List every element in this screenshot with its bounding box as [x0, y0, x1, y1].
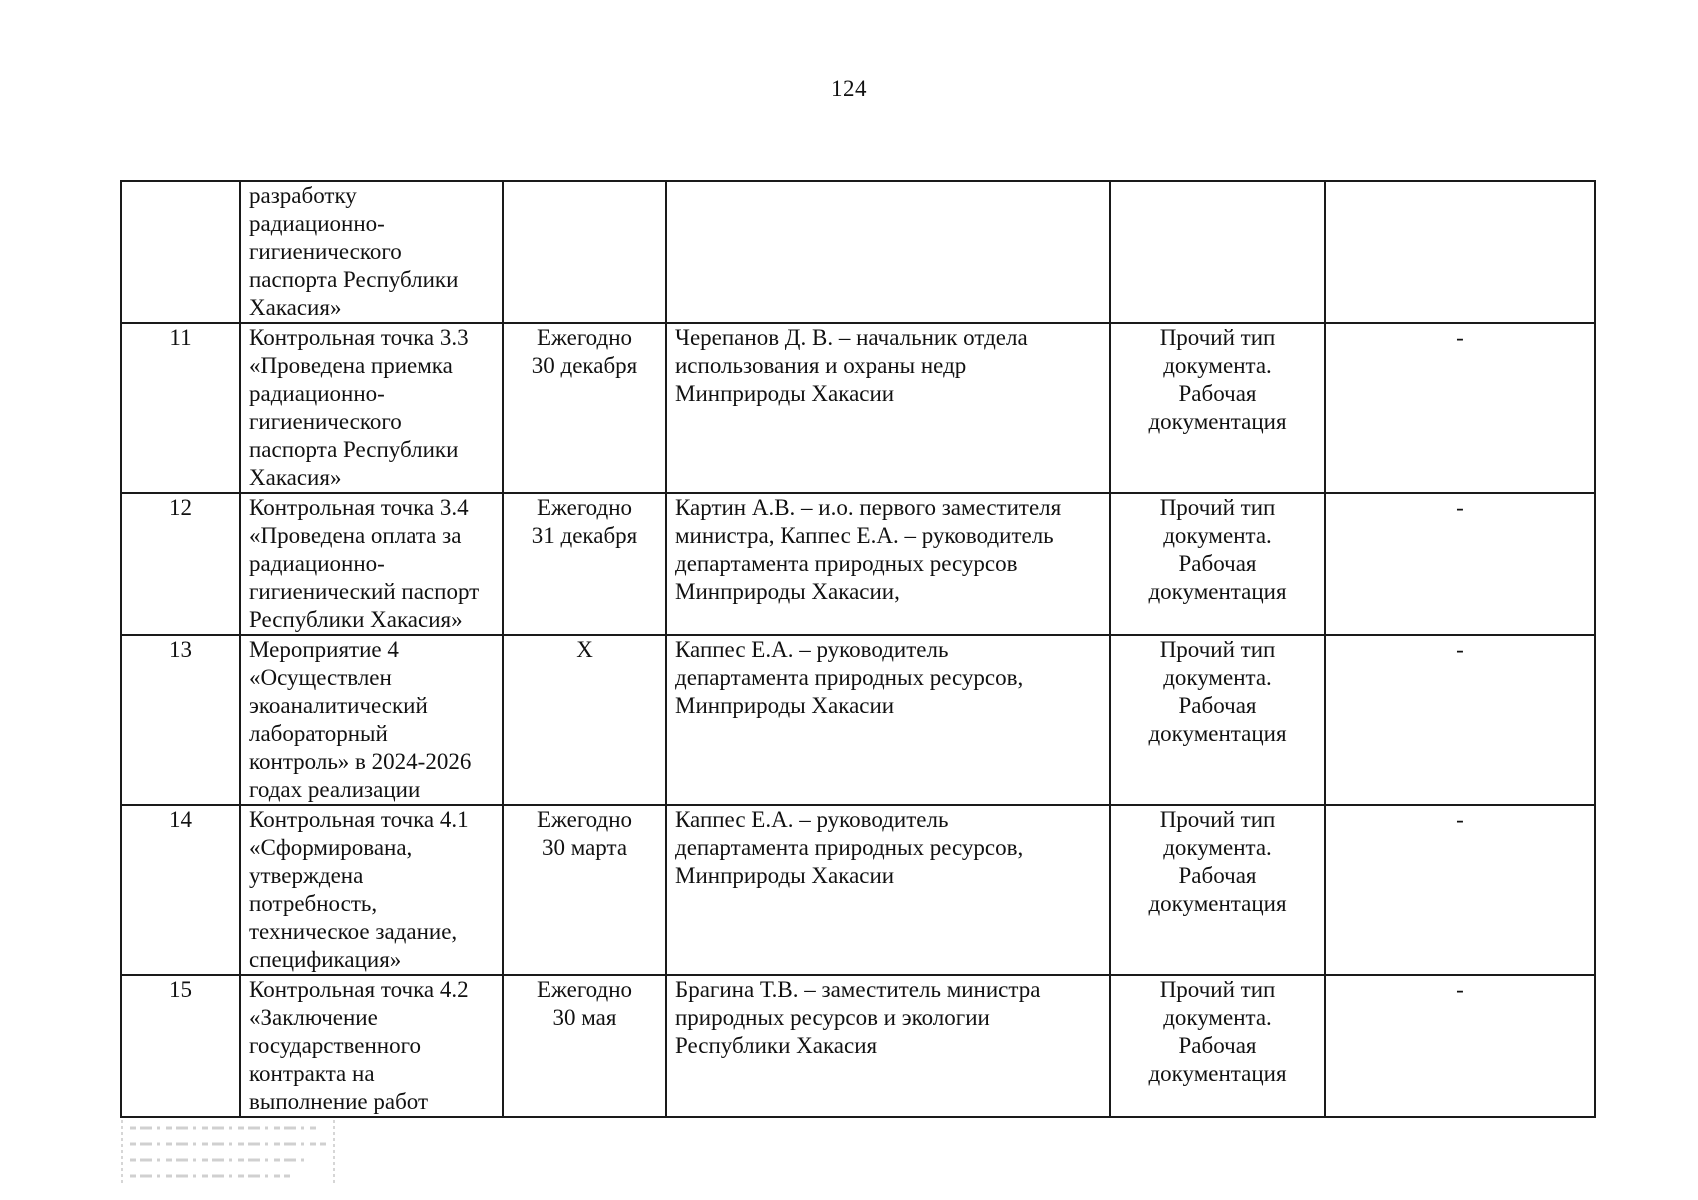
- row-number-cell: 13: [121, 635, 240, 805]
- event-name-cell: Контрольная точка 3.4 «Проведена оплата за радиационно- гигиенический паспорт Республики Хакасия»: [240, 493, 503, 635]
- row-number-cell: 15: [121, 975, 240, 1117]
- responsible-cell: [666, 181, 1110, 323]
- note-cell: [1325, 181, 1595, 323]
- document-type-cell: Прочий тип документа. Рабочая документация: [1110, 805, 1325, 975]
- deadline-cell: Ежегодно 30 мая: [503, 975, 666, 1117]
- deadline-cell: Х: [503, 635, 666, 805]
- faded-stamp-mark: [120, 1118, 336, 1186]
- responsible-cell: Каппес Е.А. – руководитель департамента природных ресурсов, Минприроды Хакасии: [666, 805, 1110, 975]
- deadline-cell: Ежегодно 31 декабря: [503, 493, 666, 635]
- note-cell: -: [1325, 323, 1595, 493]
- responsible-cell: Каппес Е.А. – руководитель департамента природных ресурсов, Минприроды Хакасии: [666, 635, 1110, 805]
- deadline-cell: Ежегодно 30 марта: [503, 805, 666, 975]
- document-type-cell: Прочий тип документа. Рабочая документация: [1110, 323, 1325, 493]
- deadline-cell: Ежегодно 30 декабря: [503, 323, 666, 493]
- event-name-cell: Контрольная точка 4.1 «Сформирована, утверждена потребность, техническое задание, спецификация»: [240, 805, 503, 975]
- deadline-cell: [503, 181, 666, 323]
- document-type-cell: Прочий тип документа. Рабочая документация: [1110, 493, 1325, 635]
- event-name-cell: Контрольная точка 4.2 «Заключение государственного контракта на выполнение работ: [240, 975, 503, 1117]
- document-type-cell: Прочий тип документа. Рабочая документация: [1110, 975, 1325, 1117]
- schedule-table: [120, 180, 1596, 1118]
- table-row: [121, 635, 1595, 805]
- event-name-cell: разработку радиационно- гигиенического паспорта Республики Хакасия»: [240, 181, 503, 323]
- table-row: [121, 975, 1595, 1117]
- row-number-cell: 11: [121, 323, 240, 493]
- table-row: [121, 493, 1595, 635]
- responsible-cell: Черепанов Д. В. – начальник отдела использования и охраны недр Минприроды Хакасии: [666, 323, 1110, 493]
- note-cell: -: [1325, 635, 1595, 805]
- responsible-cell: Брагина Т.В. – заместитель министра природных ресурсов и экологии Республики Хакасия: [666, 975, 1110, 1117]
- note-cell: -: [1325, 975, 1595, 1117]
- document-type-cell: [1110, 181, 1325, 323]
- table-row: [121, 805, 1595, 975]
- event-name-cell: Контрольная точка 3.3 «Проведена приемка радиационно- гигиенического паспорта Республики Хакасия»: [240, 323, 503, 493]
- note-cell: -: [1325, 493, 1595, 635]
- row-number-cell: 12: [121, 493, 240, 635]
- table-row: [121, 323, 1595, 493]
- document-type-cell: Прочий тип документа. Рабочая документация: [1110, 635, 1325, 805]
- responsible-cell: Картин А.В. – и.о. первого заместителя министра, Каппес Е.А. – руководитель департамента природных ресурсов Минприроды Хакасии,: [666, 493, 1110, 635]
- page-number: 124: [831, 76, 867, 101]
- table-row: [121, 181, 1595, 323]
- row-number-cell: [121, 181, 240, 323]
- note-cell: -: [1325, 805, 1595, 975]
- row-number-cell: 14: [121, 805, 240, 975]
- event-name-cell: Мероприятие 4 «Осуществлен экоаналитический лабораторный контроль» в 2024-2026 годах реализации: [240, 635, 503, 805]
